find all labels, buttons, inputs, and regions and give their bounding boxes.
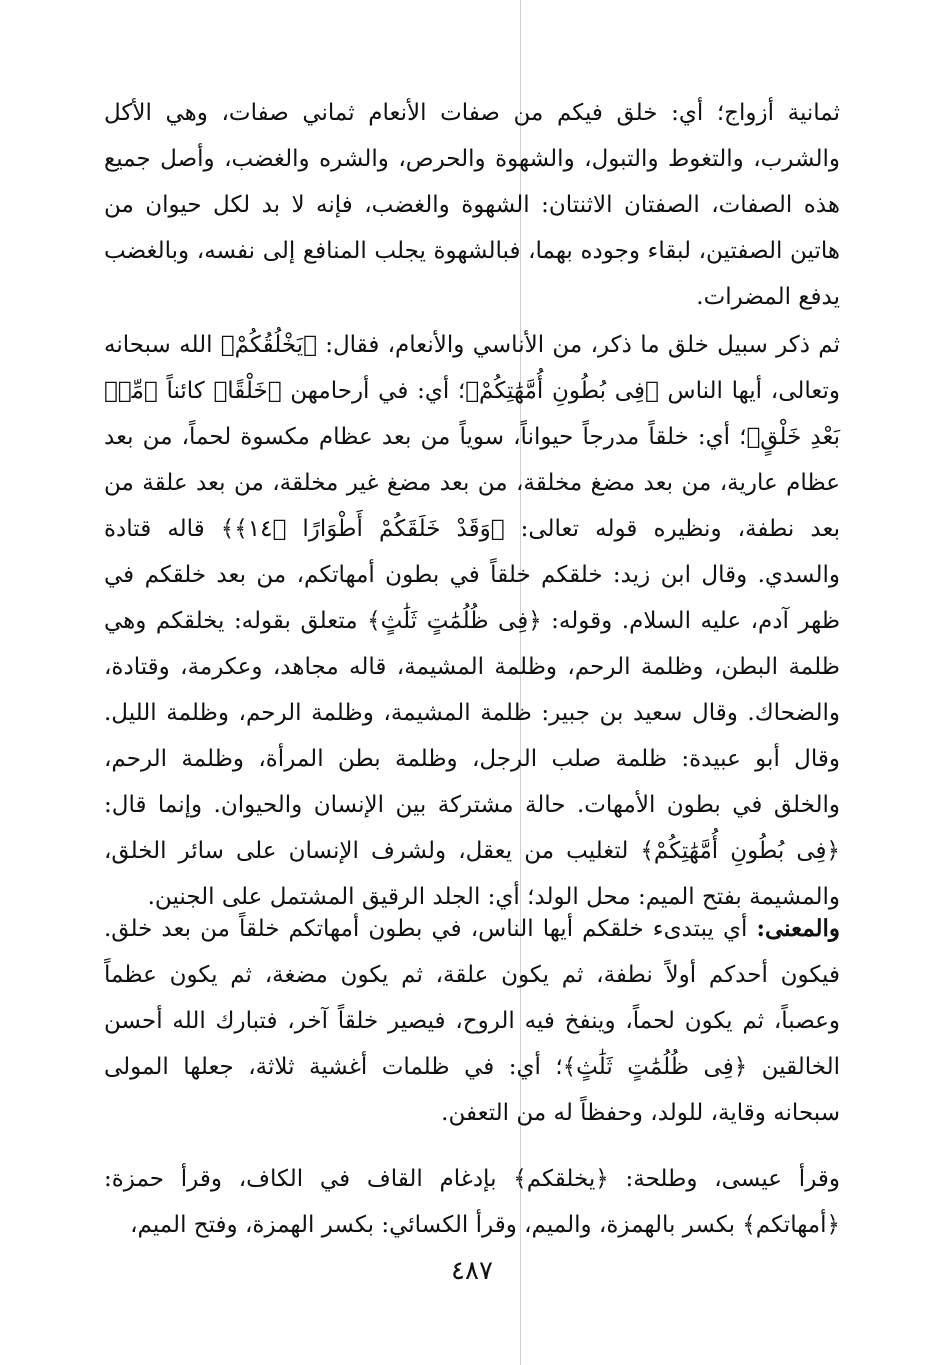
paragraph-2 (104, 322, 840, 920)
paragraph-3-text (104, 906, 840, 1136)
paragraph-1 (104, 90, 840, 320)
paragraph-4-text: وقرأ عيسى، وطلحة: ﴿يخلقكم﴾ بإدغام القاف في الكاف، وقرأ حمزة: ﴿أمهاتكم﴾ بكسر بالهمزة، والميم، وقرأ الكسائي: بكسر الهمزة، وفتح الميم، (104, 1166, 840, 1238)
paragraph-2-text: ثم ذكر سبيل خلق ما ذكر، من الأناسي والأنعام، فقال: ﴿يَخْلُقُكُمْ﴾ الله سبحانه وتعالى، أيها الناس ﴿فِى بُطُونِ أُمَّهَٰتِكُمْ﴾؛ أي: في أرحامهن ﴿خَلْقًا﴾ كائناً ﴿مِّنۢ بَعْدِ خَلْقٍ﴾؛ أي: خلقاً مدرجاً حيواناً، سوياً من بعد عظام مكسوة لحماً، من بعد عظام عارية، من بعد مضغ مخلقة، من بعد مضغ غير مخلقة، من بعد علقة من بعد نطفة، ونظيره قوله تعالى: ﴿وَقَدْ خَلَقَكُمْ أَطْوَارًا ﴿١٤﴾﴾ قاله قتادة والسدي. وقال ابن زيد: خلقكم خلقاً في بطون أمهاتكم، من بعد خلقكم في ظهر آدم، عليه السلام. وقوله: ﴿فِى ظُلُمَٰتٍ ثَلَٰثٍ﴾ متعلق بقوله: يخلقكم وهي ظلمة البطن، وظلمة الرحم، وظلمة المشيمة، قاله مجاهد، وعكرمة، وقتادة، والضحاك. وقال سعيد بن جبير: ظلمة المشيمة، وظلمة الرحم، وظلمة الليل. وقال أبو عبيدة: ظلمة صلب الرجل، وظلمة بطن المرأة، وظلمة الرحم، والخلق في بطون الأمهات. حالة مشتركة بين الإنسان والحيوان. وإنما قال: ﴿فِى بُطُونِ أُمَّهَٰتِكُمْ﴾ لتغليب من يعقل، ولشرف الإنسان على سائر الخلق، والمشيمة بفتح الميم: محل الولد؛ أي: الجلد الرقيق المشتمل على الجنين. (104, 332, 840, 910)
paragraph-3-body: أي يبتدىء خلقكم أيها الناس، في بطون أمهاتكم خلقاً من بعد خلق. فيكون أحدكم أولاً نطفة، ثم يكون علقة، ثم يكون مضغة، ثم يكون عظماً وعصباً، ثم يكون لحماً، وينفخ فيه الروح، فيصير خلقاً آخر، فتبارك الله أحسن الخالقين ﴿فِى ظُلُمَٰتٍ ثَلَٰثٍ﴾؛ أي: في ظلمات أغشية ثلاثة، جعلها المولى سبحانه وقاية، للولد، وحفظاً له من التعفن. (104, 916, 840, 1126)
paragraph-3-lead: والمعنى: (756, 915, 840, 942)
paragraph-3 (104, 906, 840, 1136)
page-number: ٤٨٧ (451, 1256, 493, 1286)
paragraph-1-text: ثمانية أزواج؛ أي: خلق فيكم من صفات الأنعام ثماني صفات، وهي الأكل والشرب، والتغوط والتبول، والشهوة والحرص، والشره والغضب، وأصل جميع هذه الصفات، الصفتان الاثنتان: الشهوة والغضب، فإنه لا بد لكل حيوان من هاتين الصفتين، لبقاء وجوده بهما، فبالشهوة يجلب المنافع إلى نفسه، وبالغضب يدفع المضرات. (104, 100, 840, 310)
paragraph-4 (104, 1156, 840, 1248)
